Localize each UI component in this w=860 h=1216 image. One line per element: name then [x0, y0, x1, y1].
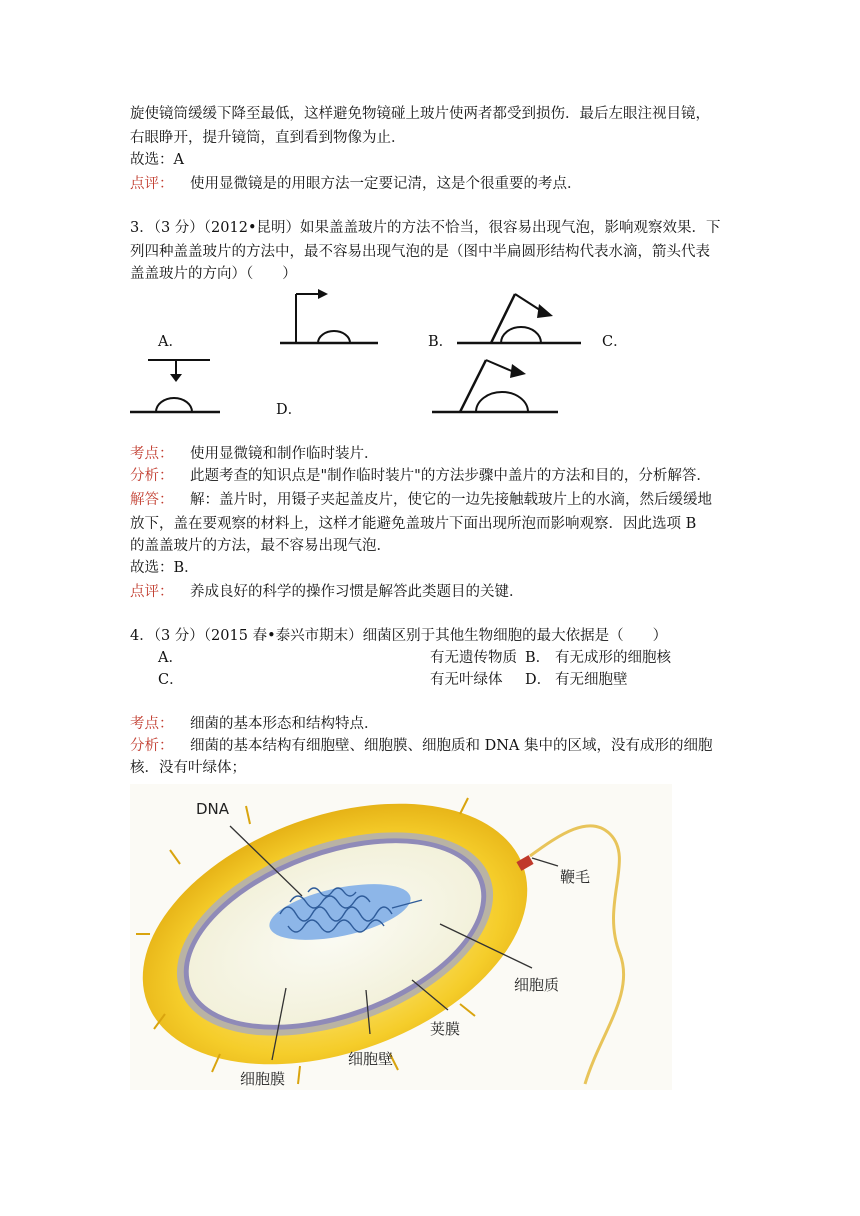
q4-option-c-label: C．: [158, 672, 184, 688]
q3-jieda-text1: 解：盖片时，用镊子夹起盖皮片，使它的一边先接触载玻片上的水滴，然后缓缓地: [190, 492, 712, 508]
coverslip-diagram-a: [270, 286, 380, 346]
q3-kaodian-text: 使用显微镜和制作临时装片．: [190, 446, 379, 462]
q3-fenxi-text: 此题考查的知识点是"制作临时装片"的方法步骤中盖片的方法和目的，分析解答．: [190, 468, 711, 484]
q4-fenxi-text2: 核．没有叶绿体；: [130, 760, 246, 776]
label-capsule: 荚膜: [430, 1020, 461, 1038]
q4-fenxi-text1: 细菌的基本结构有细胞壁、细胞膜、细胞质和 DNA 集中的区域，没有成形的细胞: [190, 738, 713, 754]
coverslip-diagram-d: [430, 354, 560, 416]
coverslip-diagram-c: [128, 354, 228, 416]
q4-option-d-text: 有无细胞壁: [555, 672, 628, 688]
q4-option-a-label: A．: [158, 650, 183, 666]
q2-text-line1: 旋使镜筒缓缓下降至最低，这样避免物镜碰上玻片使两者都受到损伤．最后左眼注视目镜，: [130, 106, 710, 122]
q3-fenxi-tag: 分析：: [130, 468, 174, 484]
q4-option-b-text: 有无成形的细胞核: [555, 650, 671, 666]
q3-review-text: 养成良好的科学的操作习惯是解答此类题目的关键．: [190, 584, 524, 600]
coverslip-diagram-b: [455, 286, 585, 348]
q4-stem: 4．（3 分）（2015 春•泰兴市期末）细菌区别于其他生物细胞的最大依据是（ ）: [130, 628, 668, 644]
q3-kaodian-tag: 考点：: [130, 446, 174, 462]
q3-option-c-label: C．: [602, 334, 628, 350]
label-cell-membrane: 细胞膜: [240, 1070, 286, 1088]
q4-kaodian-text: 细菌的基本形态和结构特点．: [190, 716, 379, 732]
q4-fenxi-tag: 分析：: [130, 738, 174, 754]
q4-option-a-text: 有无遗传物质: [430, 650, 517, 666]
q4-option-b-label: B．: [525, 650, 551, 666]
q3-answer: 故选：B．: [130, 560, 199, 576]
q2-text-line2: 右眼睁开，提升镜筒，直到看到物像为止．: [130, 130, 406, 146]
q2-review-tag: 点评：: [130, 176, 174, 192]
label-flagellum: 鞭毛: [560, 868, 591, 886]
q3-jieda-text2: 放下，盖在要观察的材料上，这样才能避免盖玻片下面出现所泡而影响观察．因此选项 B: [130, 516, 697, 532]
q4-kaodian-tag: 考点：: [130, 716, 174, 732]
q3-stem-line1: 3．（3 分）（2012•昆明）如果盖盖玻片的方法不恰当，很容易出现气泡，影响观察效果．下: [130, 220, 721, 236]
q3-review-tag: 点评：: [130, 584, 174, 600]
label-dna: DNA: [196, 800, 230, 818]
q4-option-d-label: D．: [525, 672, 552, 688]
q2-review-text: 使用显微镜是的用眼方法一定要记清，这是个很重要的考点．: [190, 176, 582, 192]
q3-option-a-label: A．: [158, 334, 183, 350]
bacteria-structure-figure: [130, 784, 672, 1090]
q3-stem-line3: 盖盖玻片的方向）（ ）: [130, 266, 297, 282]
label-cytoplasm: 细胞质: [514, 976, 560, 994]
q4-option-c-text: 有无叶绿体: [430, 672, 503, 688]
q2-answer: 故选：A: [130, 152, 184, 168]
q3-stem-line2: 列四种盖盖玻片的方法中，最不容易出现气泡的是（图中半扁圆形结构代表水滴，箭头代表: [130, 244, 710, 260]
q3-option-d-label: D．: [276, 402, 303, 418]
q3-jieda-tag: 解答：: [130, 492, 174, 508]
q3-option-b-label: B．: [428, 334, 454, 350]
q3-jieda-text3: 的盖盖玻片的方法，最不容易出现气泡．: [130, 538, 391, 554]
label-cell-wall: 细胞壁: [348, 1050, 394, 1068]
